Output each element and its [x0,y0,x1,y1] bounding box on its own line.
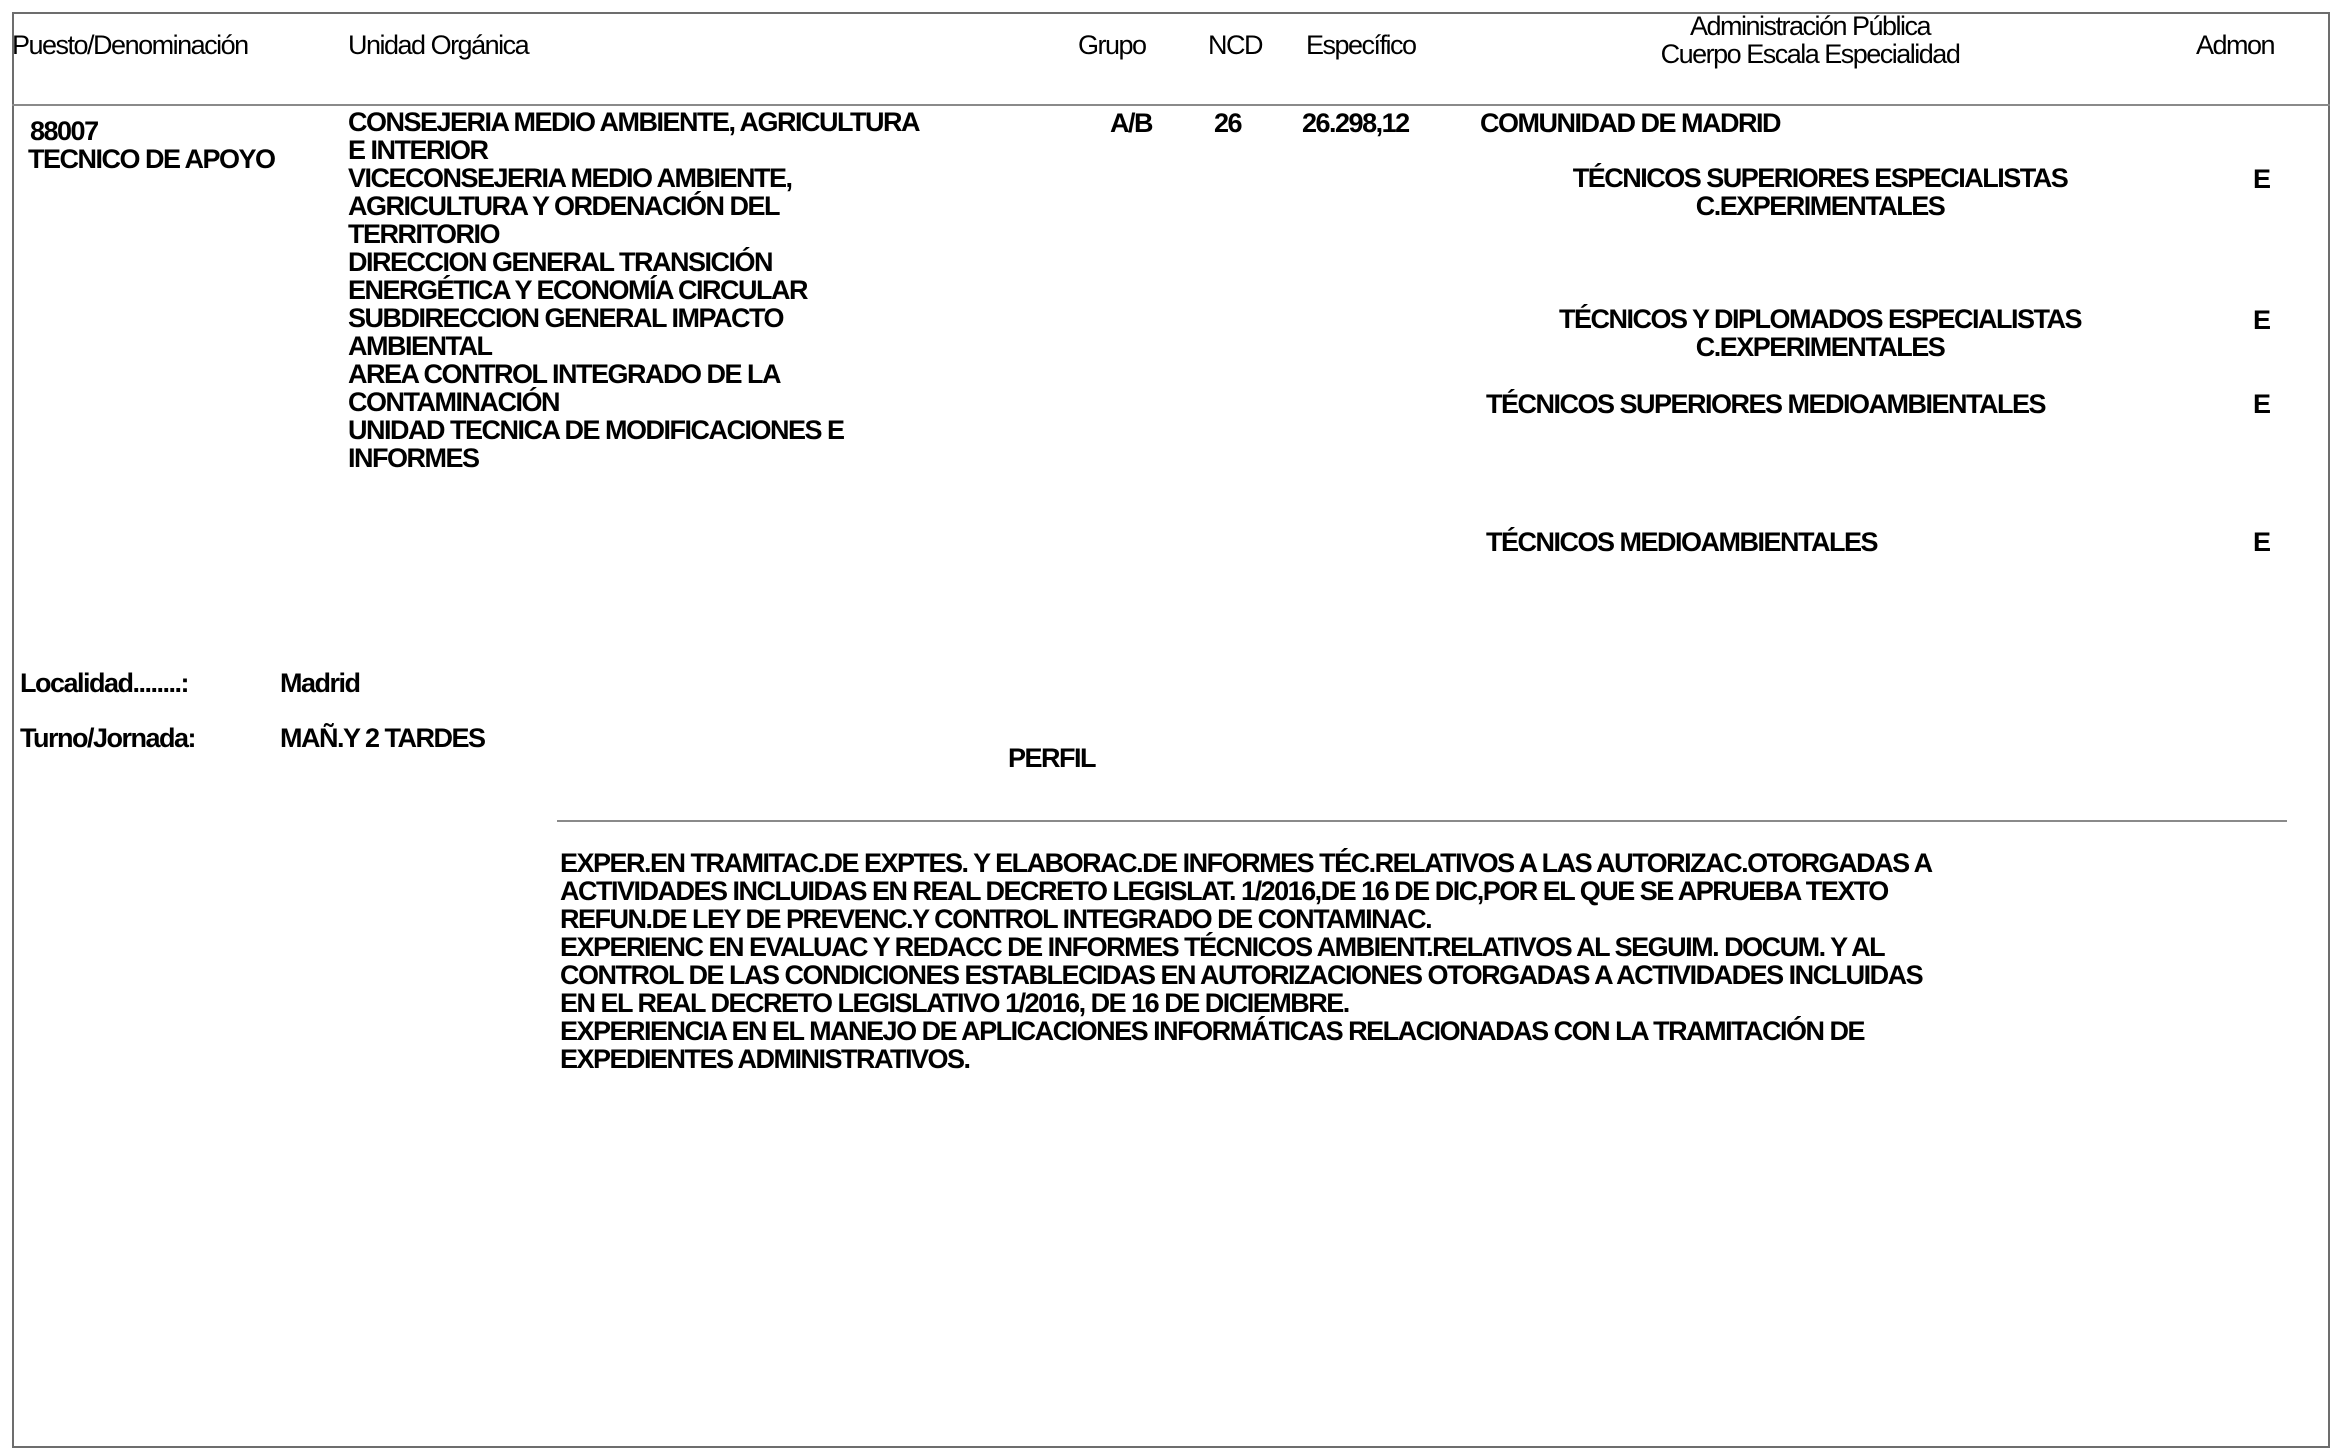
cuerpo-line1: TÉCNICOS Y DIPLOMADOS ESPECIALISTAS [1558,304,2082,334]
header-grupo: Grupo [1078,30,1146,60]
unidad-organica-line: E INTERIOR [348,135,488,165]
position-ncd: 26 [1214,108,1242,138]
cuerpo-admon: E [2253,164,2270,194]
unidad-organica-line: AMBIENTAL [348,331,492,361]
unidad-organica-list [348,108,919,472]
unidad-organica-line: INFORMES [348,443,479,473]
cuerpo-line2: C.EXPERIMENTALES [1695,191,1945,221]
unidad-organica-line: TERRITORIO [348,219,500,249]
cuerpo-admon: E [2253,527,2270,557]
unidad-organica-line: UNIDAD TECNICA DE MODIFICACIONES E [348,415,844,445]
header-puesto: Puesto/Denominación [12,30,248,60]
perfil-title: PERFIL [1008,743,1096,773]
unidad-organica-line: CONSEJERIA MEDIO AMBIENTE, AGRICULTURA [348,107,920,137]
perfil-line: EN EL REAL DECRETO LEGISLATIVO 1/2016, DE 16 DE DICIEMBRE. [560,988,1349,1018]
cuerpo-line1: TÉCNICOS SUPERIORES ESPECIALISTAS [1572,163,2068,193]
position-code: 88007 [30,116,98,146]
localidad-value: Madrid [280,668,360,698]
header-ncd: NCD [1208,30,1262,60]
cuerpo-line2: C.EXPERIMENTALES [1695,332,1945,362]
cuerpo-item [1480,164,2160,220]
header-especifico: Específico [1306,30,1416,60]
perfil-line: EXPEDIENTES ADMINISTRATIVOS. [560,1044,970,1074]
perfil-line: EXPER.EN TRAMITAC.DE EXPTES. Y ELABORAC.DE INFORMES TÉC.RELATIVOS A LAS AUTORIZAC.OTORGADAS A [560,848,1932,878]
unidad-organica-line: AREA CONTROL INTEGRADO DE LA [348,359,781,389]
position-especifico: 26.298,12 [1302,108,1409,138]
perfil-line: EXPERIENCIA EN EL MANEJO DE APLICACIONES INFORMÁTICAS RELACIONADAS CON LA TRAMITACIÓN DE [560,1016,1865,1046]
turno-value: MAÑ.Y 2 TARDES [280,723,485,753]
perfil-line: EXPERIENC EN EVALUAC Y REDACC DE INFORMES TÉCNICOS AMBIENT.RELATIVOS AL SEGUIM. DOCUM. Y AL [560,932,1885,962]
turno-label: Turno/Jornada: [20,723,196,753]
unidad-organica-line: CONTAMINACIÓN [348,387,559,417]
perfil-line: REFUN.DE LEY DE PREVENC.Y CONTROL INTEGRADO DE CONTAMINAC. [560,904,1432,934]
unidad-organica-line: DIRECCION GENERAL TRANSICIÓN [348,247,773,277]
header-admin-line1: Administración Pública [1689,11,1931,41]
unidad-organica-line: ENERGÉTICA Y ECONOMÍA CIRCULAR [348,275,808,305]
position-administracion: COMUNIDAD DE MADRID [1480,108,1780,138]
cuerpo-admon: E [2253,389,2270,419]
header-unidad: Unidad Orgánica [348,30,529,60]
header-divider [12,104,2330,106]
position-grupo: A/B [1110,108,1152,138]
position-name: TECNICO DE APOYO [28,144,275,174]
perfil-line: CONTROL DE LAS CONDICIONES ESTABLECIDAS EN AUTORIZACIONES OTORGADAS A ACTIVIDADES INCLUIDAS [560,960,1923,990]
unidad-organica-line: AGRICULTURA Y ORDENACIÓN DEL [348,191,780,221]
cuerpo-item [1480,305,2160,361]
header-admin-line2: Cuerpo Escala Especialidad [1660,39,1960,69]
perfil-divider [557,820,2287,822]
unidad-organica-line: VICECONSEJERIA MEDIO AMBIENTE, [348,163,792,193]
cuerpo-admon: E [2253,305,2270,335]
cuerpo-line1: TÉCNICOS MEDIOAMBIENTALES [1486,527,1878,557]
header-administracion [1560,12,2060,68]
header-admon: Admon [2196,30,2275,60]
unidad-organica-line: SUBDIRECCION GENERAL IMPACTO [348,303,784,333]
perfil-line: ACTIVIDADES INCLUIDAS EN REAL DECRETO LEGISLAT. 1/2016,DE 16 DE DIC,POR EL QUE SE APRUEBA TEXTO [560,876,1888,906]
cuerpo-line1: TÉCNICOS SUPERIORES MEDIOAMBIENTALES [1486,389,2046,419]
perfil-text [560,849,1932,1073]
localidad-label: Localidad........: [20,668,189,698]
